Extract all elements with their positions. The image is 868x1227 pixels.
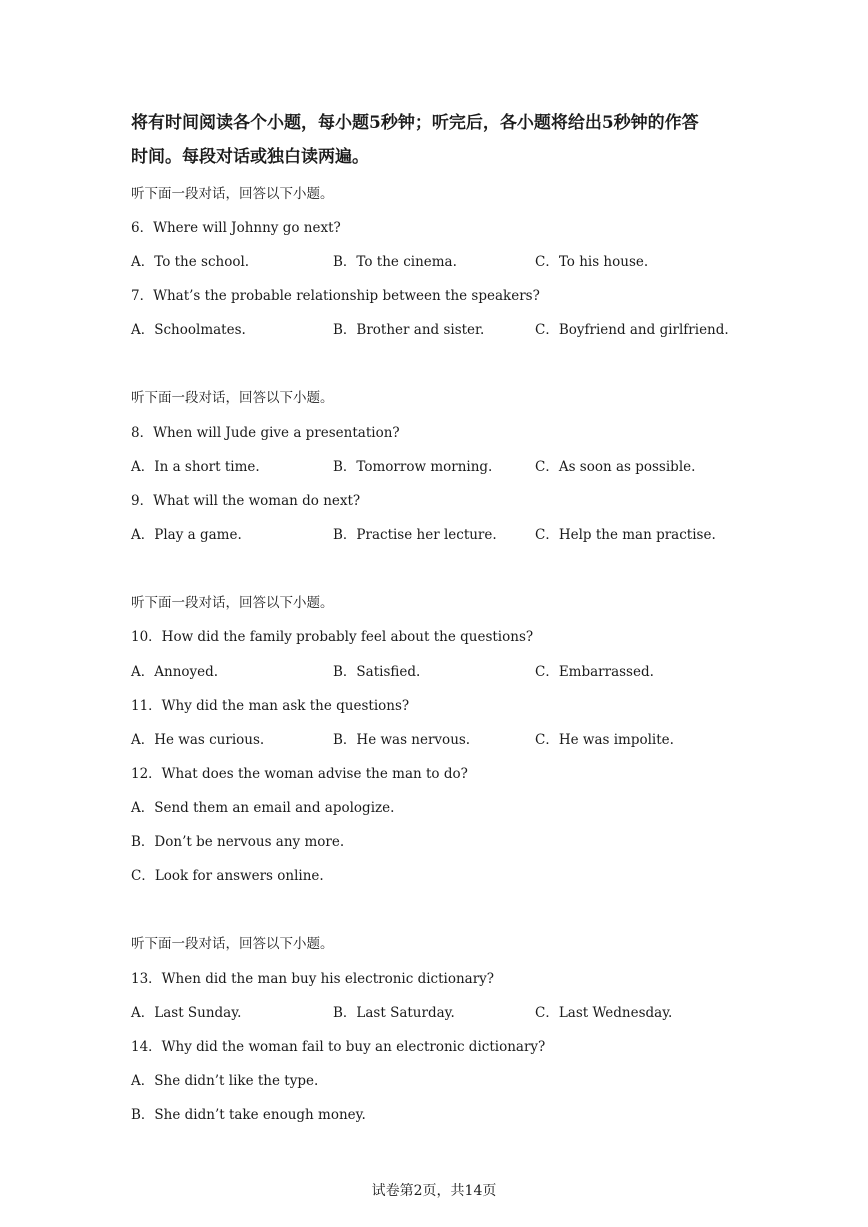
option-a: A．He was curious. [131,732,265,748]
question-stem: 7．What’s the probable relationship between the speakers? [131,288,540,304]
section-heading: 听下面一段对话，回答以下小题。 [131,390,334,406]
option-b: B．Satisfied. [333,664,421,680]
option-c: C．Last Wednesday. [535,1005,673,1021]
option-b: B．Tomorrow morning. [333,459,493,475]
option-b: B．Don’t be nervous any more. [131,834,345,850]
section-heading: 听下面一段对话，回答以下小题。 [131,595,334,611]
option-c: C．As soon as possible. [535,459,696,475]
option-a: A．Play a game. [131,527,242,543]
question-stem: 9．What will the woman do next? [131,493,361,509]
question-stem: 14．Why did the woman fail to buy an electronic dictionary? [131,1039,546,1055]
option-c: C．To his house. [535,254,649,270]
option-a: A．Schoolmates. [131,322,246,338]
option-c: C．Help the man practise. [535,527,716,543]
question-stem: 6．Where will Johnny go next? [131,220,341,236]
section-heading: 听下面一段对话，回答以下小题。 [131,936,334,952]
option-b: B．Practise her lecture. [333,527,497,543]
option-b: B．To the cinema. [333,254,457,270]
option-c: C．Boyfriend and girlfriend. [535,322,729,338]
page-footer: 试卷第2页，共14页 [371,1183,497,1199]
option-a: A．Last Sunday. [131,1005,242,1021]
option-b: B．Last Saturday. [333,1005,455,1021]
option-a: A．Send them an email and apologize. [131,800,395,816]
option-b: B．Brother and sister. [333,322,485,338]
question-stem: 11．Why did the man ask the questions? [131,698,410,714]
option-b: B．She didn’t take enough money. [131,1107,366,1123]
instruction-line-1: 将有时间阅读各个小题，每小题5秒钟；听完后，各小题将给出5秒钟的作答 [131,113,699,133]
option-a: A．Annoyed. [131,664,219,680]
option-a: A．To the school. [131,254,250,270]
option-b: B．He was nervous. [333,732,471,748]
question-stem: 8．When will Jude give a presentation? [131,425,400,441]
option-c: C．He was impolite. [535,732,674,748]
instruction-line-2: 时间。每段对话或独白读两遍。 [131,147,369,167]
section-heading: 听下面一段对话，回答以下小题。 [131,186,334,202]
option-a: A．She didn’t like the type. [131,1073,319,1089]
question-stem: 12．What does the woman advise the man to do? [131,766,468,782]
option-c: C．Embarrassed. [535,664,654,680]
option-c: C．Look for answers online. [131,868,324,884]
question-stem: 10．How did the family probably feel about the questions? [131,629,534,645]
question-stem: 13．When did the man buy his electronic dictionary? [131,971,495,987]
option-a: A．In a short time. [131,459,260,475]
